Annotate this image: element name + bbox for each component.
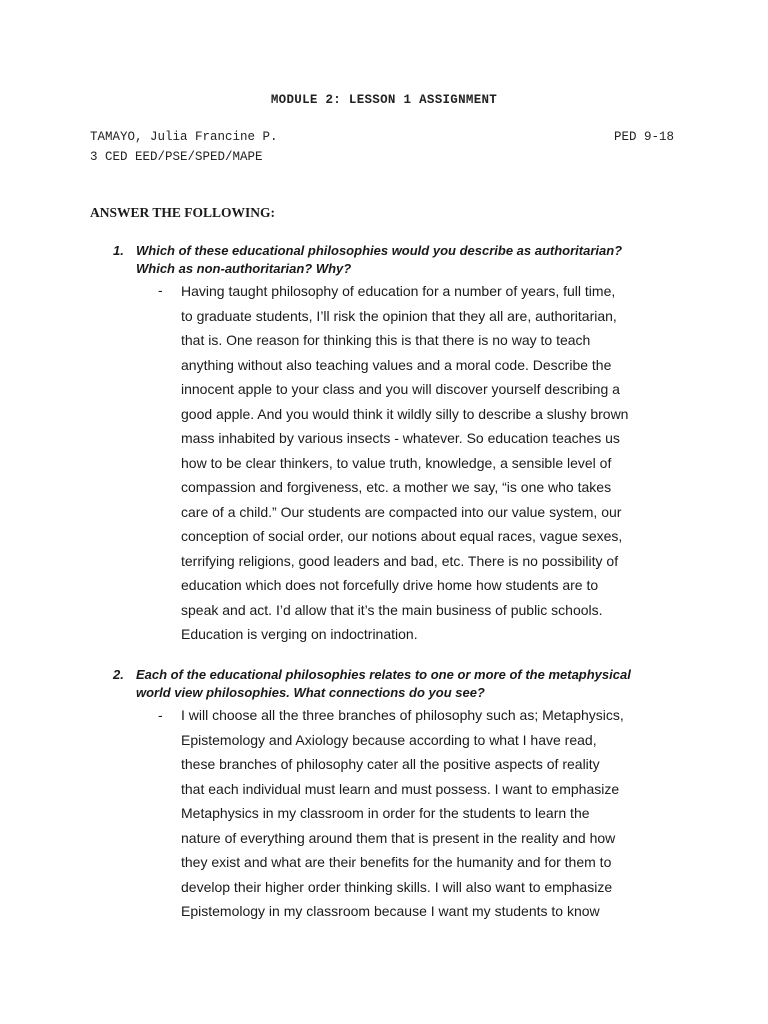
question-2 [113, 666, 673, 702]
course-code: PED 9-18 [613, 130, 674, 144]
answer-line: Metaphysics in my classroom in order for the students to learn the [181, 805, 590, 821]
answer-line: good apple. And you would think it wildly silly to describe a slushy brown [181, 405, 629, 422]
answer-line: terrifying religions, good leaders and bad, etc. There is no possibility of [181, 552, 619, 569]
question-text-line: Which as non-authoritarian? Why? [136, 261, 352, 276]
answer-line: anything without also teaching values and a moral code. Describe the [181, 356, 612, 373]
answer-line: compassion and forgiveness, etc. a mother we say, “is one who takes [181, 479, 612, 495]
answer-line: Epistemology and Axiology because according to what I have read, [181, 731, 597, 748]
answer-line: that each individual must learn and must possess. I want to emphasize [181, 780, 620, 797]
assignment-title: MODULE 2: LESSON 1 ASSIGNMENT [270, 93, 498, 107]
answer-line: they exist and what are their benefits for the humanity and for them to [181, 854, 612, 870]
question-number: 1. [113, 243, 124, 258]
answer-line: that is. One reason for thinking this is that there is no way to teach [181, 332, 591, 348]
answer-2 [181, 703, 701, 924]
student-program: 3 CED EED/PSE/SPED/MAPE [90, 150, 263, 164]
answer-bullet: - [158, 282, 163, 298]
answer-1 [181, 279, 701, 647]
answer-line: Having taught philosophy of education for a number of years, full time, [181, 283, 616, 299]
question-text-line: Each of the educational philosophies relates to one or more of the metaphysical [136, 667, 631, 682]
answer-bullet: - [158, 707, 163, 723]
answer-line: to graduate students, I’ll risk the opinion that they all are, authoritarian, [181, 307, 617, 324]
answer-line: these branches of philosophy cater all the positive aspects of reality [181, 756, 600, 772]
question-1 [113, 242, 673, 278]
question-text-line: world view philosophies. What connections do you see? [136, 685, 485, 700]
answer-line: nature of everything around them that is present in the reality and how [181, 829, 616, 846]
answer-line: develop their higher order thinking skills. I will also want to emphasize [181, 878, 613, 895]
answer-line: care of a child.” Our students are compacted into our value system, our [181, 503, 622, 520]
question-number: 2. [113, 667, 124, 682]
answer-line: speak and act. I’d allow that it’s the main business of public schools. [181, 601, 603, 618]
answer-line: Education is verging on indoctrination. [181, 626, 418, 642]
student-name: TAMAYO, Julia Francine P. [90, 130, 278, 144]
answer-line: I will choose all the three branches of philosophy such as; Metaphysics, [181, 707, 624, 723]
answer-line: how to be clear thinkers, to value truth, knowledge, a sensible level of [181, 454, 612, 471]
answer-line: Epistemology in my classroom because I want my students to know [181, 903, 600, 919]
answer-line: innocent apple to your class and you will discover yourself describing a [181, 381, 620, 397]
answer-line: mass inhabited by various insects - whatever. So education teaches us [181, 430, 620, 446]
question-text-line: Which of these educational philosophies would you describe as authoritarian? [136, 243, 623, 258]
section-heading: ANSWER THE FOLLOWING: [90, 205, 276, 220]
answer-line: education which does not forcefully drive home how students are to [181, 577, 599, 593]
answer-line: conception of social order, our notions about equal races, vague sexes, [181, 528, 623, 544]
